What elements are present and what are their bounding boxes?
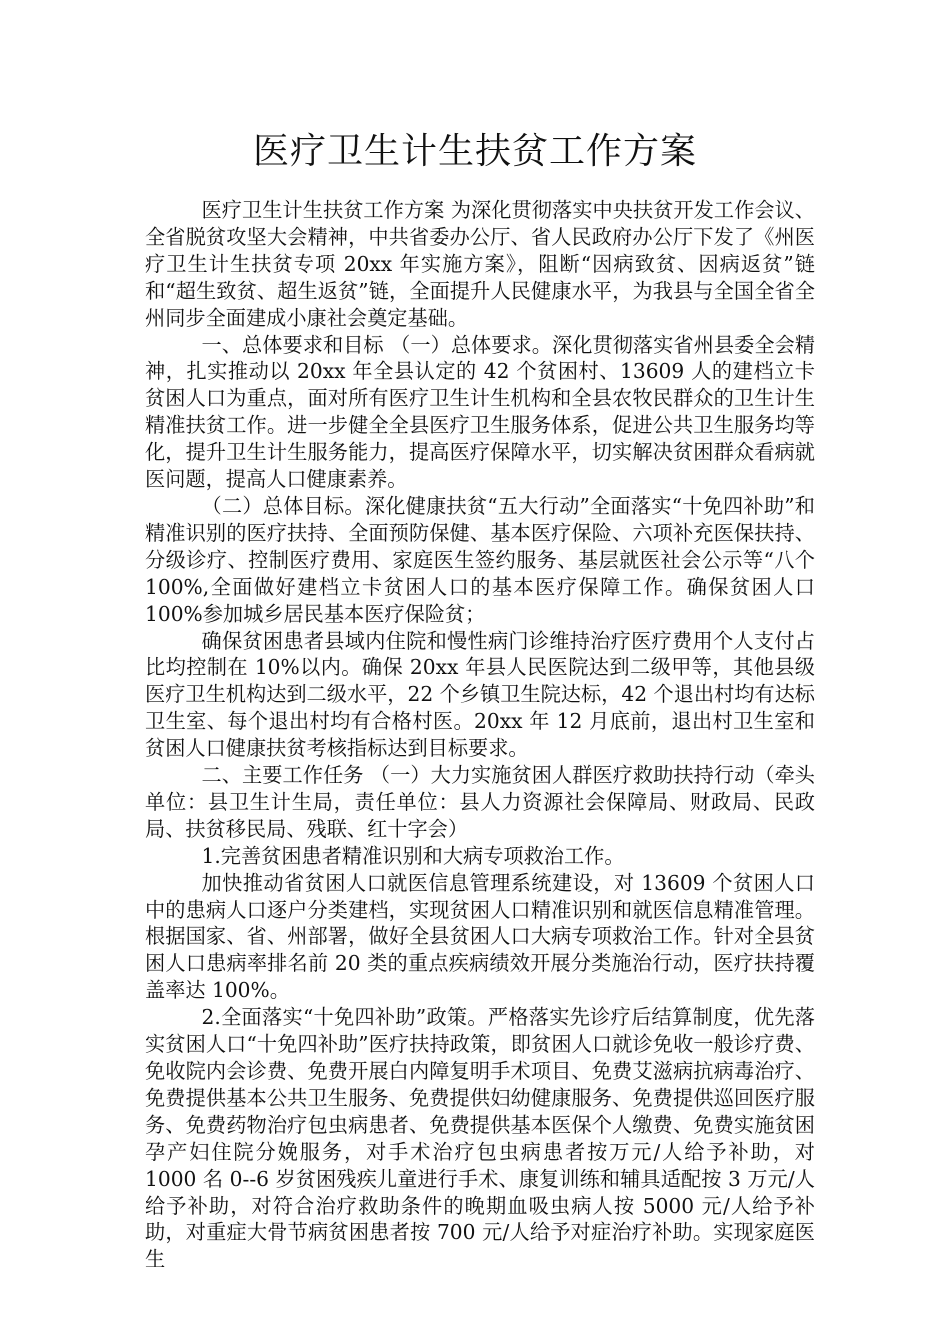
paragraph-intro: 医疗卫生计生扶贫工作方案 为深化贯彻落实中央扶贫开发工作会议、全省脱贫攻坚大会精神，中共省委办公厅、省人民政府办公厅下发了《州医疗卫生计生扶贫专项 20xx 年实施方案》，阻断“因病致贫、因病返贫”链和“超生致贫、超生返贫”链，全面提升人民健康水平，为我县与全国全省全州同步全面建成小康社会奠定基础。: [145, 198, 815, 330]
paragraph-general-goals: （二）总体目标。深化健康扶贫“五大行动”全面落实“十免四补助”和精准识别的医疗扶持、全面预防保健、基本医疗保险、六项补充医保扶持、分级诊疗、控制医疗费用、家庭医生签约服务、基层就医社会公示等“八个 100%,全面做好建档立卡贫困人口的基本医疗保障工作。确保贫困人口 100%参加城乡居民基本医疗保险贫；: [145, 493, 815, 626]
paragraph-goals-continued: 确保贫困患者县域内住院和慢性病门诊维持治疗医疗费用个人支付占比均控制在 10%以内。确保 20xx 年县人民医院达到二级甲等，其他县级医疗卫生机构达到二级水平，22 个乡镇卫生院达标，42 个退出村均有达标卫生室、每个退出村均有合格村医。20xx 年 12 月底前，退出村卫生室和贫困人口健康扶贫考核指标达到目标要求。: [145, 628, 815, 761]
paragraph-item-1-heading: 1.完善贫困患者精准识别和大病专项救治工作。: [201, 843, 625, 868]
paragraph-main-tasks: 二、主要工作任务 （一）大力实施贫困人群医疗救助扶持行动（牵头单位：县卫生计生局，责任单位：县人力资源社会保障局、财政局、民政局、扶贫移民局、残联、红十字会）: [145, 763, 815, 841]
paragraph-item-2: 2.全面落实“十免四补助”政策。严格落实先诊疗后结算制度，优先落实贫困人口“十免四补助”医疗扶持政策，即贫困人口就诊免收一般诊疗费、免收院内会诊费、免费开展白内障复明手术项目、免费艾滋病抗病毒治疗、免费提供基本公共卫生服务、免费提供妇幼健康服务、免费提供巡回医疗服务、免费药物治疗包虫病患者、免费提供基本医保个人缴费、免费实施贫困孕产妇住院分娩服务，对手术治疗包虫病患者按万元/人给予补助，对 1000 名 0--6 岁贫困残疾儿童进行手术、康复训练和辅具适配按 3 万元/人给予补助，对符合治疗救助条件的晚期血吸虫病人按 5000 元/人给予补助，对重症大骨节病贫困患者按 700 元/人给予对症治疗补助。实现家庭医生: [145, 1005, 815, 1272]
document-body: [145, 197, 815, 1273]
document-title: 医疗卫生计生扶贫工作方案: [252, 131, 697, 172]
paragraph-general-requirements: 一、总体要求和目标 （一）总体要求。深化贯彻落实省州县委全会精神，扎实推动以 20xx 年全县认定的 42 个贫困村、13609 人的建档立卡贫困人口为重点，面对所有医疗卫生计生机构和全县农牧民群众的卫生计生精准扶贫工作。进一步健全全县医疗卫生服务体系，促进公共卫生服务均等化，提升卫生计生服务能力，提高医疗保障水平，切实解决贫困群众看病就医问题，提高人口健康素养。: [145, 332, 815, 492]
paragraph-item-1-body: 加快推动省贫困人口就医信息管理系统建设，对 13609 个贫困人口中的患病人口逐户分类建档，实现贫困人口精准识别和就医信息精准管理。根据国家、省、州部署，做好全县贫困人口大病专项救治工作。针对全县贫困人口患病率排名前 20 类的重点疾病绩效开展分类施治行动，医疗扶持覆盖率达 100%。: [145, 870, 815, 1003]
